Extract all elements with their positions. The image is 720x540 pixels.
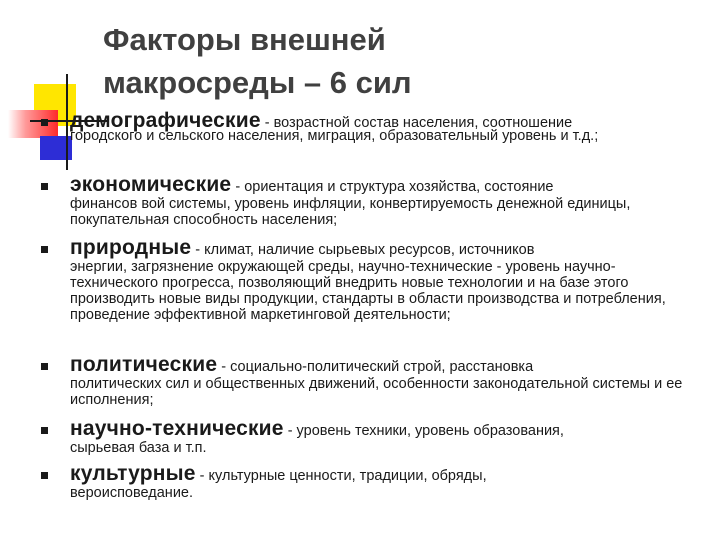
factor-term: экономические xyxy=(70,173,232,196)
factor-description-rest: городского и сельского населения, миграция, образовательный уровень и т.д.; xyxy=(70,128,599,144)
factor-term: научно-технические xyxy=(70,417,284,440)
list-item-text xyxy=(70,463,700,501)
list-item-text xyxy=(70,354,700,408)
factor-description-lead: - ориентация и структура хозяйства, состояние xyxy=(231,179,554,195)
decor-red-gradient-block xyxy=(8,110,58,138)
slide-title xyxy=(103,18,412,104)
decor-vertical-line xyxy=(66,74,68,170)
slide-title-line-1: Факторы внешней xyxy=(103,22,386,57)
factor-term: культурные xyxy=(70,462,196,485)
bullet-icon xyxy=(41,363,48,370)
factor-term: природные xyxy=(70,236,192,259)
factor-description-rest: вероисповедание. xyxy=(70,485,194,501)
factor-description-rest: сырьевая база и т.п. xyxy=(70,440,207,456)
factor-description-rest: энергии, загрязнение окружающей среды, научно-технические - уровень научно-технического прогресса, позволяющий внедрить новые технологии и на базе этого производить новые виды продукции, стандарты в области производства и потребления, проведение эффективной маркетинговой деятельности; xyxy=(70,259,666,323)
factor-description-lead: - климат, наличие сырьевых ресурсов, источников xyxy=(191,242,535,258)
factor-description-rest: финансов вой системы, уровень инфляции, конвертируемость денежной единицы, покупательная способность населения; xyxy=(70,196,631,228)
slide-title-line-2: макросреды – 6 сил xyxy=(103,65,412,100)
factor-description-lead: - уровень техники, уровень образования, xyxy=(283,423,564,439)
bullet-icon xyxy=(41,427,48,434)
factor-description-lead: - культурные ценности, традиции, обряды, xyxy=(195,468,487,484)
bullet-icon xyxy=(41,183,48,190)
factor-description-lead: - возрастной состав населения, соотношение xyxy=(260,115,573,131)
bullet-icon xyxy=(41,246,48,253)
list-item-text xyxy=(70,237,700,323)
list-item-text xyxy=(70,110,700,144)
factor-term: политические xyxy=(70,353,218,376)
factor-term: демографические xyxy=(70,109,261,132)
factor-description-rest: политических сил и общественных движений, особенности законодательной системы и ее исполнения; xyxy=(70,376,683,408)
bullet-icon xyxy=(41,119,48,126)
bullet-icon xyxy=(41,472,48,479)
factor-description-lead: - социально-политический строй, расстановка xyxy=(217,359,534,375)
list-item-text xyxy=(70,418,700,456)
list-item-text xyxy=(70,174,700,228)
